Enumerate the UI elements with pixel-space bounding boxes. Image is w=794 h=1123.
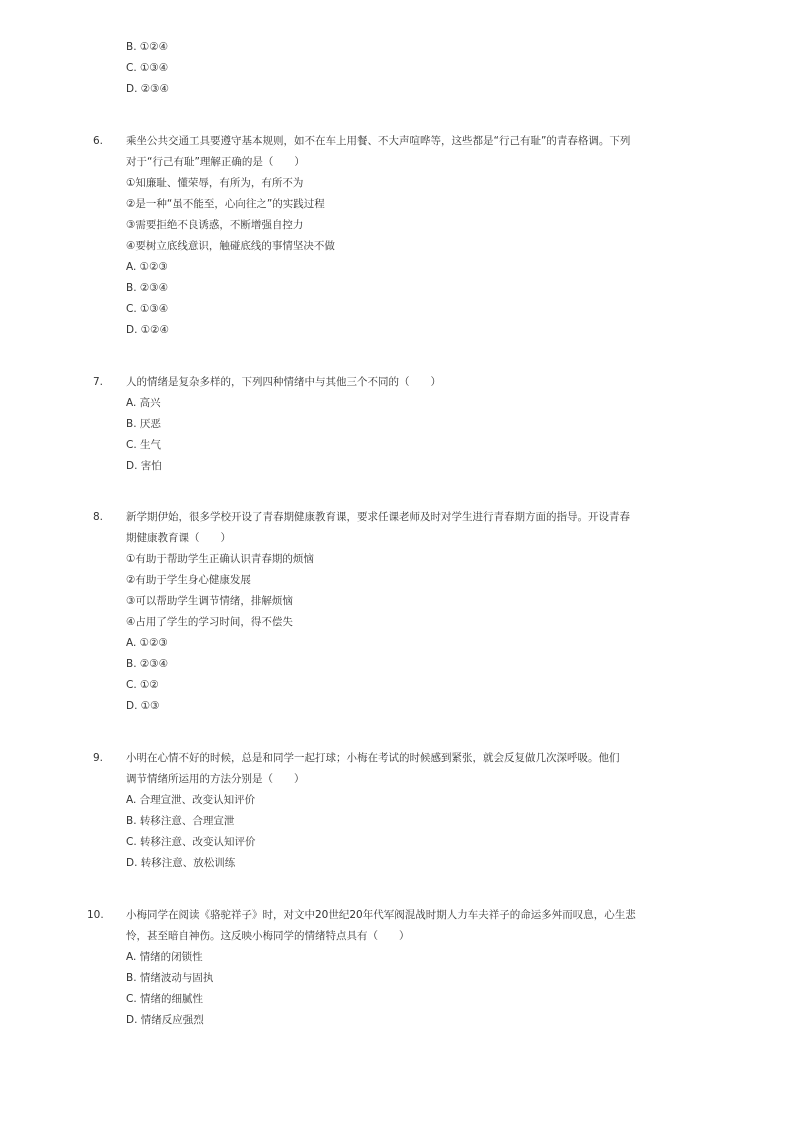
question-stem: 期健康教育课（ ） (126, 532, 231, 544)
option-d: D. ①②④ (126, 324, 169, 336)
option-b: B. 转移注意、合理宣泄 (126, 815, 235, 827)
question-stem: 小梅同学在阅读《骆驼祥子》时，对文中20世纪20年代军阀混战时期人力车夫祥子的命运多舛而叹息，心生悲 (126, 909, 636, 921)
option-c: C. 生气 (126, 439, 162, 451)
statement: ①有助于帮助学生正确认识青春期的烦恼 (126, 553, 314, 565)
question-number: 7. (93, 376, 104, 388)
statement: ①知廉耻、懂荣辱，有所为，有所不为 (126, 177, 304, 189)
statement: ③需要拒绝不良诱惑，不断增强自控力 (126, 219, 304, 231)
question-stem: 人的情绪是复杂多样的，下列四种情绪中与其他三个不同的（ ） (126, 376, 441, 388)
option-c: C. 转移注意、改变认知评价 (126, 836, 256, 848)
option-d: D. 转移注意、放松训练 (126, 857, 236, 869)
option-b: B. ②③④ (126, 658, 169, 670)
option-d: D. ①③ (126, 700, 160, 712)
question-stem: 小明在心情不好的时候，总是和同学一起打球；小梅在考试的时候感到紧张，就会反复做几次深呼吸。他们 (126, 752, 620, 764)
option-b: B. 厌恶 (126, 418, 161, 430)
option-a: A. 合理宣泄、改变认知评价 (126, 794, 256, 806)
statement: ③可以帮助学生调节情绪，排解烦恼 (126, 595, 293, 607)
question-stem: 调节情绪所运用的方法分别是（ ） (126, 773, 305, 785)
question-stem: 对于“行己有耻”理解正确的是（ ） (126, 156, 305, 168)
option-c: C. 情绪的细腻性 (126, 993, 204, 1005)
question-number: 6. (93, 135, 104, 147)
option-a: A. ①②③ (126, 261, 168, 273)
question-number: 9. (93, 752, 104, 764)
question-stem: 乘坐公共交通工具要遵守基本规则，如不在车上用餐、不大声喧哗等，这些都是“行己有耻”的青春格调。下列 (126, 135, 631, 147)
option-a: A. 高兴 (126, 397, 161, 409)
question-number: 10. (87, 909, 104, 921)
option-c: C. ①② (126, 679, 159, 691)
option-d: D. 害怕 (126, 460, 162, 472)
option-a: A. ①②③ (126, 637, 168, 649)
question-number: 8. (93, 511, 104, 523)
option-b: B. ②③④ (126, 282, 169, 294)
option-d: D. 情绪反应强烈 (126, 1014, 204, 1026)
question-stem: 怜，甚至暗自神伤。这反映小梅同学的情绪特点具有（ ） (126, 930, 410, 942)
option-b: B. ①②④ (126, 41, 169, 53)
statement: ④要树立底线意识，触碰底线的事情坚决不做 (126, 240, 335, 252)
option-b: B. 情绪波动与固执 (126, 972, 214, 984)
option-c: C. ①③④ (126, 62, 169, 74)
statement: ②是一种“虽不能至，心向往之”的实践过程 (126, 198, 325, 210)
option-a: A. 情绪的闭锁性 (126, 951, 203, 963)
statement: ④占用了学生的学习时间，得不偿失 (126, 616, 293, 628)
statement: ②有助于学生身心健康发展 (126, 574, 251, 586)
option-d: D. ②③④ (126, 83, 169, 95)
question-stem: 新学期伊始，很多学校开设了青春期健康教育课，要求任课老师及时对学生进行青春期方面的指导。开设青春 (126, 511, 630, 523)
option-c: C. ①③④ (126, 303, 169, 315)
